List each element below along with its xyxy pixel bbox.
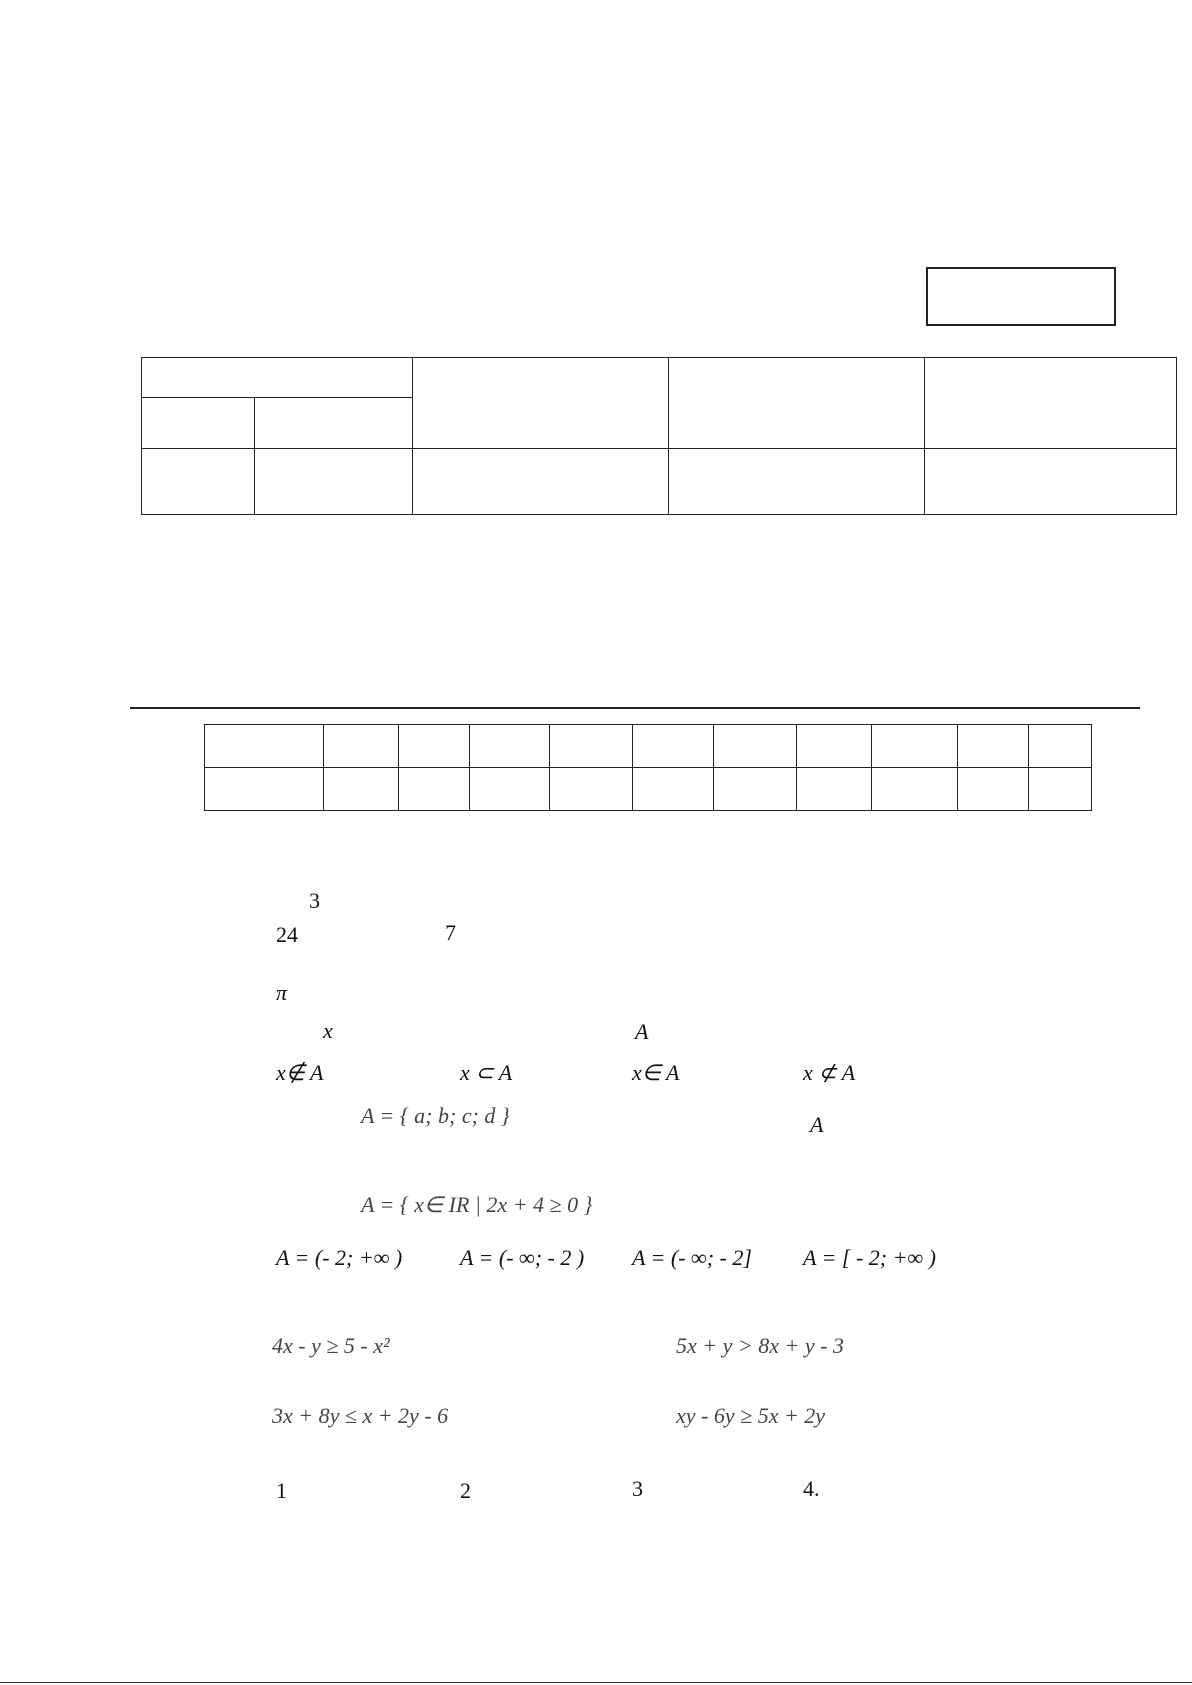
q6-inequality-4: xy - 6y ≥ 5x + 2y (676, 1403, 826, 1428)
answer-cell (399, 725, 470, 768)
section-divider (130, 707, 1140, 709)
q3-option-d: x ⊄ A (803, 1060, 856, 1085)
header-cell (142, 398, 255, 449)
q6-option-2: 2 (460, 1478, 471, 1503)
header-cell (669, 449, 925, 515)
score-box (926, 267, 1116, 326)
answer-cell (399, 768, 470, 811)
header-cell (255, 398, 413, 449)
header-cell (142, 449, 255, 515)
answer-cell (797, 725, 872, 768)
q5-option-b: A = (- ∞; - 2 ) (460, 1245, 585, 1270)
answer-table (204, 724, 1092, 811)
answer-cell (324, 768, 399, 811)
q5-option-c: A = (- ∞; - 2] (632, 1245, 752, 1270)
q6-option-3: 3 (632, 1476, 643, 1501)
footer-divider (0, 1682, 1192, 1683)
header-cell (925, 358, 1177, 449)
q1-value-b: 7 (445, 920, 456, 945)
q2-pi-symbol: π (276, 980, 288, 1005)
header-cell-merged (142, 358, 413, 398)
q3-option-b: x ⊂ A (460, 1060, 513, 1085)
answer-cell (550, 768, 633, 811)
q1-top-number: 3 (309, 888, 320, 913)
q6-option-4: 4. (803, 1476, 820, 1501)
header-cell (255, 449, 413, 515)
answer-cell (714, 768, 797, 811)
answer-cell (470, 768, 550, 811)
answer-cell (1029, 725, 1092, 768)
answer-cell (205, 768, 324, 811)
q3-var-x: x (323, 1018, 333, 1043)
answer-cell (205, 725, 324, 768)
q1-value-a: 24 (276, 922, 298, 947)
answer-cell (633, 768, 714, 811)
answer-cell (797, 768, 872, 811)
answer-cell (470, 725, 550, 768)
q3-option-c: x∈ A (632, 1060, 680, 1085)
header-cell (413, 449, 669, 515)
answer-cell (714, 725, 797, 768)
q6-option-1: 1 (276, 1478, 287, 1503)
header-cell (925, 449, 1177, 515)
q5-option-d: A = [ - 2; +∞ ) (803, 1245, 936, 1270)
answer-cell (958, 725, 1029, 768)
q4-set-A: A (810, 1112, 824, 1137)
answer-cell (958, 768, 1029, 811)
q5-set-definition: A = { x∈ IR | 2x + 4 ≥ 0 } (361, 1192, 593, 1217)
answer-cell (550, 725, 633, 768)
answer-cell (633, 725, 714, 768)
answer-cell (324, 725, 399, 768)
header-cell (669, 358, 925, 449)
q6-inequality-2: 5x + y > 8x + y - 3 (676, 1333, 844, 1358)
q4-set-definition: A = { a; b; c; d } (361, 1103, 510, 1128)
q6-inequality-1: 4x - y ≥ 5 - x² (272, 1333, 390, 1358)
answer-cell (872, 768, 958, 811)
q3-option-a: x∉ A (276, 1060, 324, 1085)
q6-inequality-3: 3x + 8y ≤ x + 2y - 6 (272, 1403, 449, 1428)
header-cell (413, 358, 669, 449)
q5-option-a: A = (- 2; +∞ ) (276, 1245, 403, 1270)
q3-set-A: A (635, 1019, 649, 1044)
answer-cell (1029, 768, 1092, 811)
header-table (141, 357, 1177, 515)
answer-cell (872, 725, 958, 768)
